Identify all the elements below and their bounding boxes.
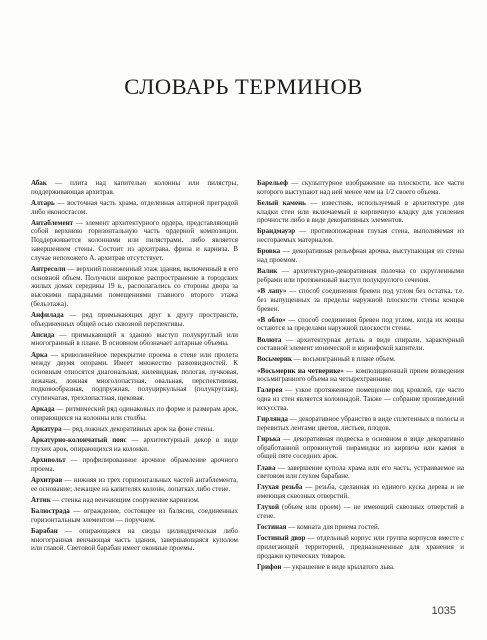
glossary-entry [257,227,464,244]
entry-definition: — украшение в виде крылатого льва. [281,562,395,571]
glossary-entry [257,503,464,520]
page-number: 1035 [431,605,456,617]
entry-definition: — ряд примыкающих друг к другу пространств, объединенных общей осью сквозной перспективы. [31,310,238,328]
entry-definition: — способ соединения бревен под углом без остатка, т.е. без выпущенных за пределы наружной плоскости стены концов бревен. [257,287,465,313]
entry-definition: — ограждение, состоящее из балясин, соединенных горизонтальным элементом — поручнем. [31,507,238,524]
entry-term: Глухой [257,503,280,512]
glossary-entry [257,415,464,432]
glossary-entry [257,316,464,333]
entry-definition: — архитектурный декор в виде глухих арок, опирающихся на колонки. [31,436,238,454]
glossary-entry [31,219,238,263]
entry-definition: — узкое протяженное помещение под кровлей, где часто одна из стен является колоннадой. Также — собрание произведений искусства. [257,386,464,412]
left-column [31,179,238,574]
glossary-entry [257,523,464,532]
entry-definition: — декоративное убранство в виде сплетенных в полосы и перевитых лентами цветов, листьев, плодов. [257,415,464,432]
glossary-entry [31,351,238,403]
entry-definition: — элемент архитектурного ордера, представляющий собой верхнюю горизонтальную часть ордерной композиции. Поддерживается колоннами или пилястрами, либо является завершением стены. Состоит из архитрава, фриза и карниза. В случае непохожего А. архитрав отсутствует. [31,218,238,262]
glossary-entry [31,476,238,493]
entry-definition: — опирающаяся на своды цилиндрическая либо многогранная венчающая часть здания, завершающаяся куполом или главой. Световой барабан имеет оконные проемы. [31,527,238,553]
glossary-entry [31,179,238,196]
glossary-entry [31,331,238,348]
entry-term: Апсида [31,330,55,339]
entry-definition: — комната для приема гостей. [286,523,380,532]
entry-definition: — скульптурное изображение на плоскости, все части которого выступают над ней менее чем на 1/2 своего объема. [257,179,464,196]
right-column [257,179,464,574]
glossary-entry [31,496,238,505]
glossary-entry [257,386,464,412]
entry-term: Гостиный двор [257,534,306,543]
glossary-entry [257,355,464,364]
entry-definition: — противопожарная глухая стена, выполняемая из несгораемых материалов. [257,227,464,245]
glossary-entry [31,436,238,453]
entry-term: Галерея [257,386,283,395]
glossary-entry [257,247,464,264]
entry-term: Глава [257,463,276,472]
entry-definition: — примыкающий к зданию выступ полукруглый или многогранный в плане. В основном обозначает алтарные объемы. [31,330,238,348]
glossary-entry [257,435,464,461]
entry-term: «Восьмерик на четверике» [257,366,344,375]
entry-definition: — восточная часть храма, отделенная алтарной преградой либо иконостасом. [31,198,238,216]
glossary-entry [31,265,238,309]
entry-term: Алтарь [31,198,55,207]
entry-definition: — способ соединения бревен под углом, когда их концы остаются за пределами наружной плоскости стены. [257,315,464,333]
entry-definition: — ритмический ряд одинаковых по форме и размерам арок, опирающихся на колонны или столбы. [31,405,238,423]
page-title: СЛОВАРЬ ТЕРМИНОВ [124,74,363,99]
entry-term: Гостиная [257,523,287,532]
glossary-columns [31,179,464,574]
entry-definition: — завершение купола храма или его часть, устраиваемое на световом или глухом барабане. [257,463,464,481]
entry-term: Аркатурно-колончатый пояс [31,436,127,445]
glossary-entry [31,425,238,434]
entry-term: Барабан [31,527,58,535]
entry-term: Волюта [257,335,282,344]
entry-term: Абак [31,179,47,187]
entry-term: Аттик [31,495,51,504]
entry-definition: — ряд ложных декоративных арок на фоне стены. [61,425,214,434]
entry-term: Аркатура [31,425,62,434]
entry-definition: — резьба, сделанная из единого куска дерева и не имеющая сквозных отверстий. [257,483,464,501]
glossary-entry [31,405,238,422]
glossary-entry [257,483,464,500]
glossary-entry [257,199,464,225]
glossary-entry [31,456,238,473]
entry-term: Антресоли [31,264,66,273]
entry-definition: — верхний пониженный этаж здания, включенный в его основной объем. Получили широкое распространение в городских жилых домах середины 19 в., располагались со стороны двора за высокими парадными помещениями главного второго этажа (бельэтажа). [31,264,238,308]
entry-term: Глухая резьба [257,483,303,492]
entry-term: Белый камень [257,198,306,207]
entry-definition: — плита над капителью колонны или пилястры, поддерживающая архитрав. [31,179,238,196]
glossary-entry [31,507,238,524]
entry-term: Балюстрада [31,507,70,516]
glossary-entry [257,336,464,353]
entry-term: Гирлянда [257,415,288,424]
glossary-entry [257,267,464,284]
entry-definition: — композиционный прием возведения восьмигранного объема на четырехграннике. [257,366,464,384]
entry-term: Гирька [257,434,281,443]
entry-definition: — восьмигранный в плане объем. [292,355,396,364]
entry-definition: — декоративная рельефная арочка, выступающая из стены над проемом. [257,247,464,265]
entry-term: Грифон [257,562,282,571]
glossary-entry [31,199,238,216]
glossary-entry [257,534,464,560]
glossary-entry [31,527,238,553]
entry-definition: — архитектурная деталь в виде спирали, характерный составной элемент ионической и коринфской капители. [257,335,464,353]
entry-definition: — нижняя из трех горизонтальных частей антаблемента, ее основание; лежащее на капителях колонн, лопатках либо стене. [31,476,238,493]
entry-term: «В лапу» [257,287,287,296]
entry-definition: — стенка над венчающим сооружение карнизом. [50,495,200,504]
entry-term: Восьмерик [257,355,293,364]
entry-definition: — декоративная подвеска в основном в виде декоративно обработанной опрокинутой пирамидки из кирпича или камня в общей пяте соседних арок. [257,434,464,461]
glossary-entry [257,464,464,481]
entry-term: Валик [257,267,278,276]
glossary-entry [257,287,464,313]
glossary-entry [257,179,464,196]
entry-definition: — архитектурно-декоративная полочка со скругленными ребрами или протяженный выступ полукруглого сечения. [257,267,464,284]
entry-term: Архивольт [31,456,66,465]
glossary-entry [257,563,464,572]
entry-term: Брандмауэр [257,227,296,236]
entry-term: Бровка [257,247,281,256]
glossary-entry [257,367,464,384]
entry-term: Барельеф [257,179,288,187]
entry-definition: — отдельный корпус или группа корпусов вместе с прилегающей территорией, предназначенные для хранения и продажи купеческих товаров. [257,534,464,560]
entry-term: Антаблемент [31,218,74,227]
entry-definition: — криволинейное перекрытие проема в стене или пролета между двумя опорами. Имеет множество разновидностей. К основным относятся диагональная, килевидная, пологая, лучковая, лежачая, ложная многолопастная, овальная, перспективная, подковообразная, подпружная, полуциркульная (полукруглая), ступенчатая, трехлопастная, щековая. [31,350,238,403]
entry-term: Архитрав [31,476,63,485]
glossary-entry [31,311,238,328]
entry-term: «В обло» [257,315,286,324]
entry-definition: — известняк, используемый в архитектуре для кладки стен или включаемый в кирпичную кладку для усиления прочности либо в виде декоративных элементов. [257,198,464,225]
entry-definition: (объем или проем) — не имеющий сквозных отверстий в стене. [257,503,464,520]
entry-term: Арка [31,350,48,359]
entry-term: Анфилада [31,310,64,319]
entry-term: Аркада [31,405,55,414]
entry-definition: — профилированное арочное обрамление арочного проема. [31,456,238,473]
